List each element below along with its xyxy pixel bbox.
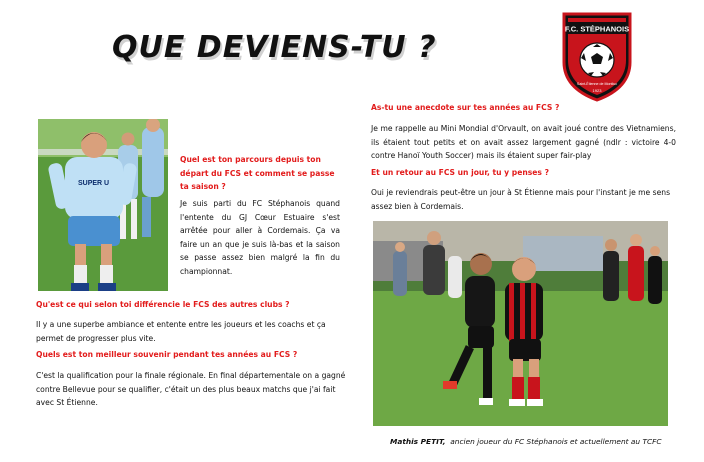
club-logo (558, 10, 636, 102)
caption-text: ancien joueur du FC Stéphanois et actuellement au TCFC (450, 437, 662, 446)
answer-anecdote: Je me rappelle au Mini Mondial d'Orvault, on avait joué contre des Vietnamiens, ils étaient tout petits et on avait assez largement gagné (ndlr : victoire 4-0 contre Hanoï Youth Soccer) mais ils étaient super fair-play (371, 124, 676, 160)
question-career: Quel est ton parcours depuis ton départ du FCS et comment se passe ta saison ? (180, 155, 335, 191)
logo-town-name: Saint-Étienne de Montluc (576, 82, 618, 86)
logo-club-name: F.C. STÉPHANOIS (564, 24, 630, 34)
photo-caption (390, 437, 680, 446)
match-photo (373, 221, 668, 426)
question-best-memory: Quels est ton meilleur souvenir pendant tes années au FCS ? (36, 350, 298, 359)
question-return: Et un retour au FCS un jour, tu y penses ? (371, 168, 549, 177)
answer-best-memory: C'est la qualification pour la finale régionale. En final départementale on a gagné contre Bellevue pour se qualifier, c'était un des plus beaux matchs que j'ai fait avec St Étienne. (36, 371, 346, 407)
jersey-sponsor: SUPER U (78, 180, 110, 187)
answer-difference: Il y a une superbe ambiance et entente entre les joueurs et les coachs et ça permet de progresser plus vite. (36, 320, 326, 343)
player-photo (38, 119, 168, 291)
question-difference: Qu'est ce qui selon toi différencie le FCS des autres clubs ? (36, 300, 290, 309)
caption-player-name: Mathis PETIT, (390, 437, 446, 446)
answer-return: Oui je reviendrais peut-être un jour à St Étienne mais pour l'instant je me sens assez bien à Cordemais. (371, 188, 671, 211)
answer-career: Je suis parti du FC Stéphanois quand l'entente du GJ Cœur Estuaire s'est arrêtée pour aller à Cordemais. Ça va faire un an que je suis là-bas et la saison se passe assez bien malgré la fin du championnat. (180, 199, 340, 276)
page-title: QUE DEVIENS-TU ? (112, 30, 437, 65)
question-anecdote: As-tu une anecdote sur tes années au FCS ? (371, 103, 560, 112)
logo-year: 1923 (592, 88, 602, 93)
